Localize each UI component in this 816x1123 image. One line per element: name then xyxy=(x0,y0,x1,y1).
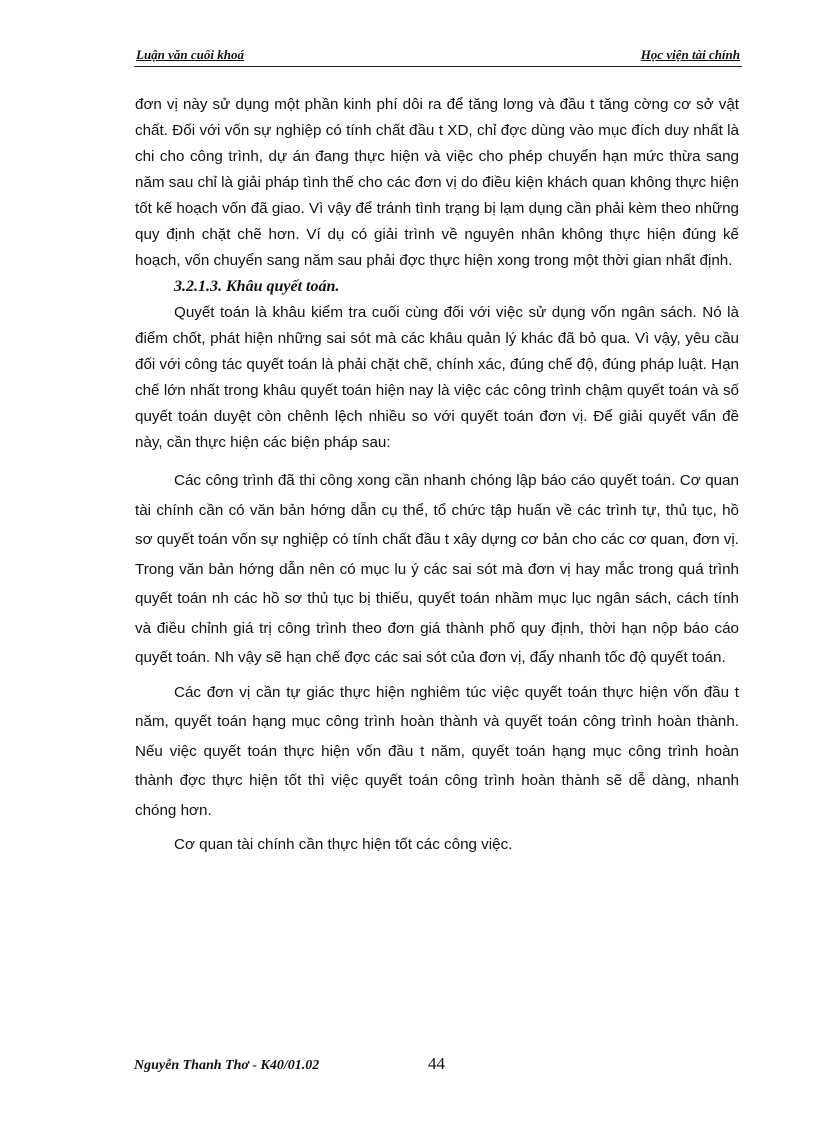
page-header xyxy=(134,44,742,67)
page-number: 44 xyxy=(428,1054,445,1073)
header-institution: Học viện tài chính xyxy=(640,47,740,62)
body-paragraph: đơn vị này sử dụng một phần kinh phí dôi ra để tăng lơng và đầu t tăng cờng cơ sở vật chất. Đối với vốn sự nghiệp có tính chất đầu t XD, chỉ đợc dùng vào mục đích duy nhất là chi cho công trình, dự án đang thực hiện và việc cho phép chuyển hạn mức thừa sang năm sau chỉ là giải pháp tình thế cho các đơn vị do điều kiện khách quan không thực hiện tốt kế hoạch vốn đã giao. Vì vậy để tránh tình trạng bị lạm dụng cần phải kèm theo những quy định chặt chẽ hơn. Ví dụ có giải trình về nguyên nhân không thực hiện đúng kế hoạch, vốn chuyển sang năm sau phải đợc thực hiện xong trong một thời gian nhất định. xyxy=(135,96,739,269)
body-paragraph: Các đơn vị cần tự giác thực hiện nghiêm túc việc quyết toán thực hiện vốn đầu t năm, quyết toán hạng mục công trình hoàn thành và quyết toán công trình hoàn thành. Nếu việc quyết toán thực hiện vốn đầu t năm, quyết toán hạng mục công trình hoàn thành đợc thực hiện tốt thì việc quyết toán công trình hoàn thành sẽ dễ dàng, nhanh chóng hơn. xyxy=(135,683,739,819)
body-paragraph: Cơ quan tài chính cần thực hiện tốt các công việc. xyxy=(174,836,513,853)
body-paragraph: Các công trình đã thi công xong cần nhanh chóng lập báo cáo quyết toán. Cơ quan tài chính cần có văn bản hớng dẫn cụ thể, tổ chức tập huấn về các trình tự, thủ tục, hồ sơ quyết toán vốn sự nghiệp có tính chất đầu t xây dựng cơ bản cho các cơ quan, đơn vị. Trong văn bản hớng dẫn nên có mục lu ý các sai sót mà đơn vị hay mắc trong quá trình quyết toán nh các hồ sơ thủ tục bị thiếu, quyết toán nhầm mục lục ngân sách, cách tính và điều chỉnh giá trị công trình theo đơn giá thành phố quy định, thời hạn nộp báo cáo quyết toán. Nh vậy sẽ hạn chế đợc các sai sót của đơn vị, đẩy nhanh tốc độ quyết toán. xyxy=(135,472,739,666)
document-body xyxy=(135,92,739,860)
body-paragraph: Quyết toán là khâu kiểm tra cuối cùng đối với việc sử dụng vốn ngân sách. Nó là điểm chốt, phát hiện những sai sót mà các khâu quản lý khác đã bỏ qua. Vì vậy, yêu cầu đối với công tác quyết toán là phải chặt chẽ, chính xác, đúng chế độ, đúng pháp luật. Hạn chế lớn nhất trong khâu quyết toán hiện nay là việc các công trình chậm quyết toán và số quyết toán duyệt còn chênh lệch nhiều so với quyết toán đơn vị. Để giải quyết vấn đề này, cần thực hiện các biện pháp sau: xyxy=(135,304,739,451)
page-footer xyxy=(134,1054,445,1080)
section-heading: 3.2.1.3. Khâu quyết toán. xyxy=(174,278,340,295)
header-thesis-title: Luận văn cuối khoá xyxy=(136,47,244,62)
footer-author: Nguyễn Thanh Thơ - K40/01.02 xyxy=(134,1058,320,1073)
